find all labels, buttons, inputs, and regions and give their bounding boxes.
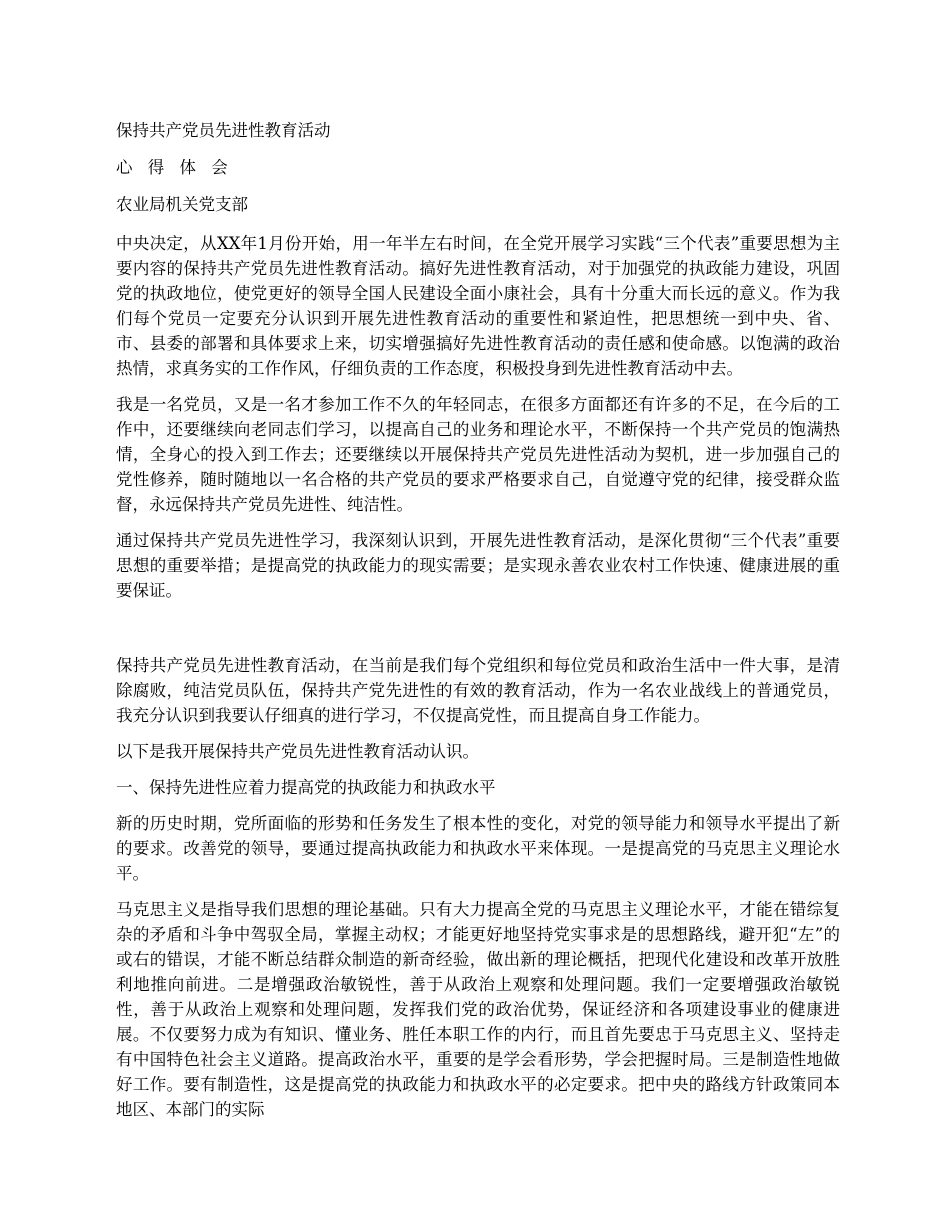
body-paragraph: 保持共产党员先进性教育活动，在当前是我们每个党组织和每位党员和政治生活中一件大事，是清除腐败，纯洁党员队伍，保持共产党先进性的有效的教育活动，作为一名农业战线上的普通党员，我充分认识到我要认仔细真的进行学习，不仅提高党性，而且提高自身工作能力。 — [116, 656, 840, 725]
document-page — [116, 118, 840, 1133]
organization-name: 农业局机关党支部 — [116, 195, 248, 214]
body-paragraph: 以下是我开展保持共产党员先进性教育活动认识。 — [116, 742, 479, 761]
document-title: 保持共产党员先进性教育活动 — [116, 121, 331, 140]
body-paragraph: 我是一名党员，又是一名才参加工作不久的年轻同志，在很多方面都还有许多的不足，在今后的工作中，还要继续向老同志们学习，以提高自己的业务和理论水平，不断保持一个共产党员的饱满热情，全身心的投入到工作去；还要继续以开展保持共产党员先进性活动为契机，进一步加强自己的党性修养，随时随地以一名合格的共产党员的要求严格要求自己，自觉遵守党的纪律，接受群众监督，永远保持共产党员先进性、纯洁性。 — [116, 395, 840, 514]
body-paragraph: 马克思主义是指导我们思想的理论基础。只有大力提高全党的马克思主义理论水平，才能在错综复杂的矛盾和斗争中驾驭全局，掌握主动权；才能更好地坚持党实事求是的思想路线，避开犯“左”的或右的错误，才能不断总结群众制造的新奇经验，做出新的理论概括，把现代化建设和改革开放胜利地推向前进。二是增强政治敏锐性，善于从政治上观察和处理问题。我们一定要增强政治敏锐性，善于从政治上观察和处理问题，发挥我们党的政治优势，保证经济和各项建设事业的健康进展。不仅要努力成为有知识、懂业务、胜任本职工作的内行，而且首先要忠于马克思主义、坚持走有中国特色社会主义道路。提高政治水平，重要的是学会看形势，学会把握时局。三是制造性地做好工作。要有制造性，这是提高党的执政能力和执政水平的必定要求。把中央的路线方针政策同本地区、本部门的实际 — [116, 900, 840, 1119]
section-gap — [116, 614, 840, 653]
section-heading: 一、保持先进性应着力提高党的执政能力和执政水平 — [116, 778, 496, 797]
body-paragraph: 中央决定，从XX年1月份开始，用一年半左右时间，在全党开展学习实践“三个代表”重要思想为主要内容的保持共产党员先进性教育活动。搞好先进性教育活动，对于加强党的执政能力建设，巩固党的执政地位，使党更好的领导全国人民建设全面小康社会，具有十分重大而长远的意义。作为我们每个党员一定要充分认识到开展先进性教育活动的重要性和紧迫性，把思想统一到中央、省、市、县委的部署和具体要求上来，切实增强搞好先进性教育活动的责任感和使命感。以饱满的政治热情，求真务实的工作作风，仔细负责的工作态度，积极投身到先进性教育活动中去。 — [116, 234, 840, 378]
body-paragraph: 新的历史时期，党所面临的形势和任务发生了根本性的变化，对党的领导能力和领导水平提出了新的要求。改善党的领导，要通过提高执政能力和执政水平来体现。一是提高党的马克思主义理论水平。 — [116, 814, 840, 883]
body-paragraph: 通过保持共产党员先进性学习，我深刻认识到，开展先进性教育活动，是深化贯彻“三个代表”重要思想的重要举措；是提高党的执政能力的现实需要；是实现永善农业农村工作快速、健康进展的重要保证。 — [116, 531, 840, 600]
document-subtitle: 心 得 体 会 — [116, 158, 233, 177]
